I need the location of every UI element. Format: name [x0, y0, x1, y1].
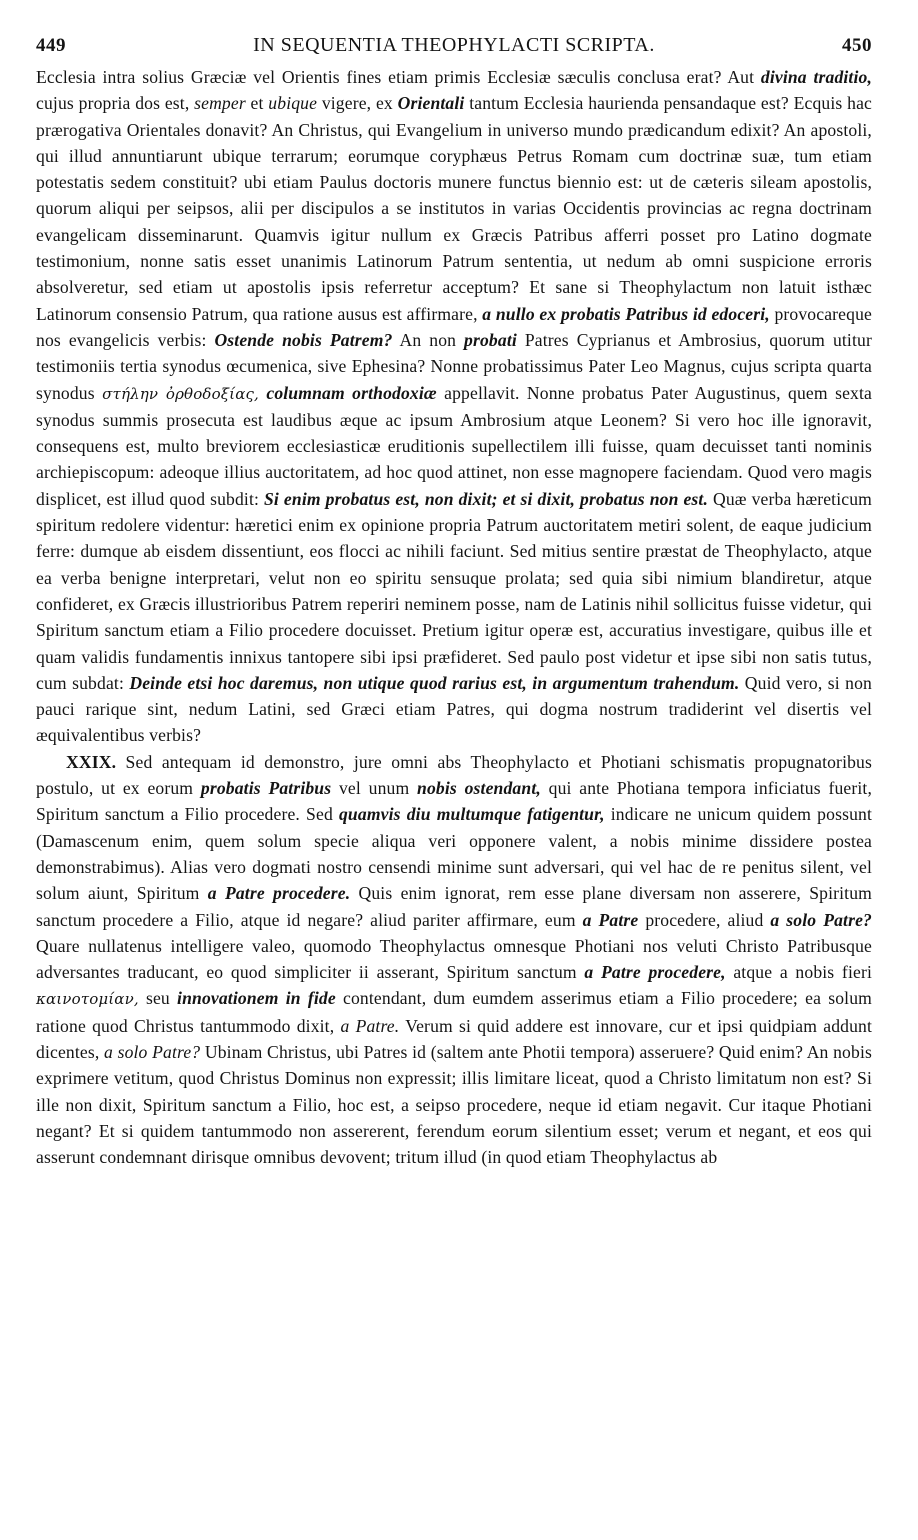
text-run: vel unum	[331, 778, 418, 799]
emphasis: divina traditio,	[760, 67, 872, 87]
text-run: atque a nobis fieri	[725, 962, 872, 983]
emphasis: columnam orthodoxiæ	[266, 382, 437, 403]
emphasis: a Patre procedere,	[584, 962, 726, 983]
running-title: IN SEQUENTIA THEOPHYLACTI SCRIPTA.	[253, 34, 655, 56]
emphasis: Ostende nobis Patrem?	[214, 329, 393, 350]
text-run: Quare nullatenus intelligere valeo, quomodo Theophylactus omnesque Photiani nos veluti Christo Patribusque adversantes traducant, eo quod simpliciter ii asserant, Spiritum sanctum	[36, 935, 872, 983]
emphasis: a Patre.	[340, 1015, 400, 1036]
text-run: Quid vero, si non pauci rarique sint, nedum Latini, sed Græci etiam Patres, qui dogma nostrum tradiderint vel disertis vel æquivalentibus verbis?	[36, 672, 872, 746]
section-number: XXIX.	[66, 751, 117, 772]
emphasis: Deinde etsi hoc daremus, non utique quod rarius est, in argumentum trahendum.	[129, 672, 740, 693]
emphasis: a solo Patre?	[104, 1041, 201, 1062]
text-run: tantum Ecclesia haurienda pensandaque est? Ecquis hac prærogativa Orientales donavit? An Christus, qui Evangelium in universo mundo prædicandum edixit? An apostoli, qui illud annuntiarunt ubique terrarum; eorumque coryphæus Petrus Romam cum doctrinæ suæ, tum etiam potestatis sedem constituit? ubi etiam Paulus doctoris munere functus biennio est: ut de cæteris sileam apostolis, quorum aliqui per seipsos, alii per discipulos a se institutos in varias Occidentis provincias ac regna doctrinam evangelicam disseminarunt. Quamvis igitur nullum ex Græcis Patribus afferri posset pro Latino dogmate testimonium, nonne satis esset unanimis Latinorum Patrum sententia, ut nedum ab omni suspicione erroris absolveretur, sed etiam ut apostolis ipsis referretur acceptum? Et sane si Theophylactum non latuit isthæc Latinorum consensio Patrum, qua ratione ausus est affirmare,	[36, 93, 872, 324]
emphasis: a Patre procedere.	[207, 883, 351, 904]
text-run: Patres Cyprianus et Ambrosius, quorum utitur testimoniis tertia synodus œcumenica, sive Ephesina? Nonne probatissimus Pater Leo Magnus, cujus scripta quarta synodus	[36, 329, 872, 403]
paragraph-continuation	[36, 64, 872, 749]
emphasis: ubique	[268, 93, 318, 114]
text-run: procedere, aliud	[638, 909, 771, 930]
greek-phrase: καινοτομίαν,	[36, 990, 139, 1009]
text-run: Quis enim ignorat, rem esse plane diversam non asserere, Spiritum sanctum procedere a Filio, atque id negare? aliud pariter affirmare, eum	[36, 883, 873, 930]
text-run: appellavit. Nonne probatus Pater Augustinus, quem sexta synodus summis prosecuta est laudibus æque ac ipsum Ambrosium atque Leonem? Si vero hoc ille ignoravit, consequens est, multo breviorem ecclesiasticæ eruditionis supellectilem illi fuisse, quam decuisset tanti nominis archiepiscopum: adeoque illius auctoritatem, ad hoc quod attinet, non esse magnopere faciendam. Quod vero magis displicet, est illud quod subdit:	[36, 382, 872, 509]
paragraph-section-xxix	[36, 749, 872, 1171]
emphasis: Orientali	[397, 93, 465, 114]
text-run: vigere, ex	[317, 93, 398, 114]
text-run: Ubinam Christus, ubi Patres id (saltem ante Photii tempora) asseruere? Quid enim? An nobis exprimere vetitum, quod Christus Dominus non expressit; illis limitare liceat, quod a Christo limitatum non est? Si ille non dixit, Spiritum sanctum a Filio, hoc est, a seipso procedere, neque id etiam negavit. Cur itaque Photiani negant? Et si quidem tantummodo non assererent, ferendum eorum silentium esset; verum et negant, et eos qui asserunt condemnant dirisque omnibus devovent; tritum illud (in quod etiam Theophylactus ab	[36, 1041, 872, 1168]
text-run: Verum si quid addere est innovare, cur et ipsi quidpiam addunt dicentes,	[36, 1015, 873, 1062]
emphasis: a Patre	[582, 909, 639, 930]
emphasis: a nullo ex probatis Patribus id edoceri,	[482, 303, 770, 324]
text-run: Quæ verba hæreticum spiritum redolere videntur: hæretici enim ex opinione propria Patrum auctoritatem metiri solent, de eaque judicium ferre: dumque ab eisdem dissentiunt, eos flocci ac nihili faciunt. Sed mitius sentire præstat de Theophylacto, atque ea verba benigne interpretari, velut non eo spiritu sensuque prolata; sed quia sibi nimium blandiretur, atque confideret, ex Græcis illustrioribus Patrem reperiri neminem posse, nam de Latinis nihil sollicitus fuisse videtur, qui Spiritum sanctum etiam a Filio procedere docuisset. Pretium igitur operæ est, accuratius investigare, quibus ille et quam validis fundamentis innixus tantopere sibi ipsi præfideret. Sed paulo post videtur et ipse sibi non satis tutus, cum subdat:	[36, 488, 872, 693]
text-run: seu	[138, 988, 178, 1009]
text-run: An non	[392, 329, 465, 350]
text-run: contendant, dum eumdem asserimus etiam a Filio procedere; ea solum ratione quod Christus tantummodo dixit,	[36, 988, 872, 1036]
emphasis: a solo Patre?	[770, 909, 872, 930]
text-run: Sed antequam id demonstro, jure omni abs Theophylacto et Photiani schismatis propugnatoribus postulo, ut ex eorum	[36, 751, 872, 799]
left-page-number: 449	[36, 35, 66, 56]
emphasis: Si enim probatus est, non dixit; et si dixit, probatus non est.	[264, 488, 709, 509]
text-run: indicare ne unicum quidem possunt (Damascenum enim, quem solum specie aliqua veri opponere valent, a nobis minime dissidere postea demonstrabimus). Alias vero dogmati nostro censendi minime sunt adversari, qui vel hac de re penitus silent, vel solum aiunt, Spiritum	[36, 804, 873, 904]
text-run: cujus propria dos est,	[36, 93, 195, 114]
emphasis: probatis Patribus	[200, 778, 332, 799]
text-run: Ecclesia intra solius Græciæ vel Orientis fines etiam primis Ecclesiæ sæculis conclusa erat? Aut	[36, 67, 761, 87]
emphasis: innovationem in fide	[177, 988, 336, 1009]
text-run: qui ante Photiana tempora inficiatus fuerit, Spiritum sanctum a Filio procedere. Sed	[36, 778, 873, 825]
text-run: et	[245, 93, 269, 114]
running-header	[36, 0, 872, 64]
right-page-number: 450	[841, 35, 872, 56]
emphasis: probati	[464, 329, 517, 350]
greek-phrase: στήλην ὀρθοδοξίας,	[102, 384, 259, 403]
text-run: provocareque nos evangelicis verbis:	[36, 303, 872, 350]
emphasis: nobis ostendant,	[417, 778, 541, 799]
emphasis: quamvis diu multumque fatigentur,	[338, 804, 605, 825]
emphasis: semper	[194, 93, 246, 114]
